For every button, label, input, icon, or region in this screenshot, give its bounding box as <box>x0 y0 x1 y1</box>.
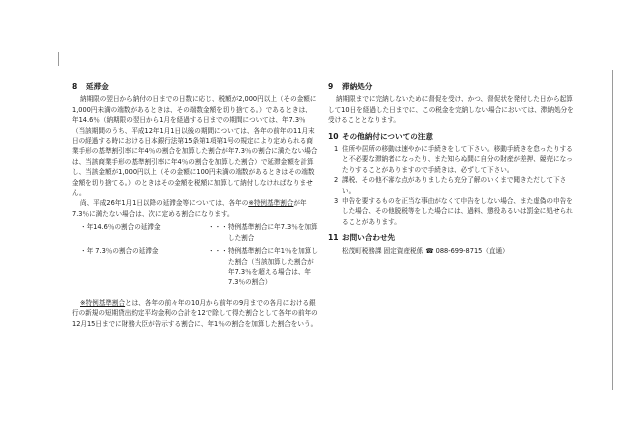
section-8-footnote: ※特例基準割合とは、各年の前々年の10月から前年の9月までの各月における銀行の新規の短期貸出約定平均金利の合計を12で除して得た割合として各年の前年の12月15日までに財務大臣が告示する割合に、年1％の割合を加算した割合をいう。 <box>72 298 318 328</box>
page-edge-left <box>58 52 59 66</box>
right-column <box>328 82 578 256</box>
section-9-number: 9 <box>328 82 334 91</box>
rate-row-1-text: 特例基準割合に年7.3％を加算した割合 <box>228 223 318 242</box>
rate-row-1 <box>72 222 318 243</box>
section-11-heading <box>328 233 578 243</box>
special-rate-term: ※特例基準割合 <box>248 199 294 208</box>
notice-item-2 <box>334 175 578 196</box>
notice-item-2-text: 課税、その他不審な点がありましたら充分了解のいくまで聞きただして下さい。 <box>342 176 567 195</box>
rate-row-2-label: ・年 7.3％の割合の延滞金 <box>80 247 159 256</box>
section-11-title: お問い合わせ先 <box>342 233 396 243</box>
notice-item-1 <box>334 144 578 175</box>
rate-row-2-text: 特例基準割合に年1％を加算した割合（当該加算した割合が年7.3％を超える場合は、年7.3％の割合） <box>228 247 318 287</box>
page-edge-right <box>612 70 613 390</box>
footnote-term: ※特例基準割合 <box>80 298 126 307</box>
section-8-paragraph-2: 尚、平成26年1月1日以降の延滞金等については、各年の※特例基準割合が年7.3％に満たない場合は、次に定める割合になります。 <box>72 199 307 218</box>
rate-row-1-dots: ・・・ <box>208 223 228 232</box>
section-10-title: その他納付についての注意 <box>342 131 433 141</box>
section-8-paragraph-1: 納期限の翌日から納付の日までの日数に応じ、税額が2,000円以上（その金額に1,000円未満の端数があるときは、その端数金額を切り捨てる。）であるときは、年14.6％（納期限の翌日から1月を経過する日までの期間については、年7.3％（当該期間のうち、平成12年1月1日以後の期間については、各年の前年の11月末日の経過する時における日本銀行法第15条第1項第1号の規定により定められる商業手形の基準割引率に年4％の割合を加算した割合が年7.3％の割合に満たない場合は、当該商業手形の基準割引率に年4％の割合を加算した割合）で延滞金額を計算し、当該金額が1,000円以上（その金額に100円未満の端数があるときはその端数金額を切り捨てる。）のときはその金額を税額に加算して納付しなければなりません。 <box>72 95 318 198</box>
section-8-heading <box>72 82 318 92</box>
left-column <box>72 82 318 329</box>
notice-item-2-number: 2 <box>334 176 339 185</box>
notice-item-3 <box>334 196 578 227</box>
rate-row-2 <box>72 246 318 288</box>
section-8-title: 延滞金 <box>86 82 109 91</box>
notice-item-3-text: 申告を要するものを正当な事由がなくて申告をしない場合、また虚偽の申告をした場合、その他脱税等をした場合には、過料、懲役あるいは罰金に処せられることがあります。 <box>342 197 573 226</box>
section-10-number: 10 <box>328 131 339 141</box>
section-9-title: 滞納処分 <box>342 82 373 91</box>
notice-item-1-number: 1 <box>334 145 339 154</box>
section-9-heading <box>328 82 578 92</box>
rate-row-2-dots: ・・・ <box>208 247 228 256</box>
section-11-number: 11 <box>328 233 339 243</box>
notice-item-3-number: 3 <box>334 197 339 206</box>
contact-info: 松茂町税務課 固定資産税係 ☎ 088-699-8715（直通） <box>342 246 509 255</box>
section-8-number: 8 <box>72 82 78 91</box>
section-9-paragraph: 納期限までに完納しないために督促を受け、かつ、督促状を発付した日から起算して10日を経過した日までに、この税金を完納しない場合においては、滞納処分を受けることとなります。 <box>328 95 574 125</box>
notice-item-1-text: 住所や居所の移動は速やかに手続きをして下さい。移動手続きを怠ったりすると不必要な滞納者になったり、また知らぬ間に自分の財産が差押、競売になったりすることがありますので手続きは、必ずして下さい。 <box>342 145 573 174</box>
section-10-heading <box>328 132 578 142</box>
rate-row-1-label: ・年14.6％の割合の延滞金 <box>80 223 161 232</box>
